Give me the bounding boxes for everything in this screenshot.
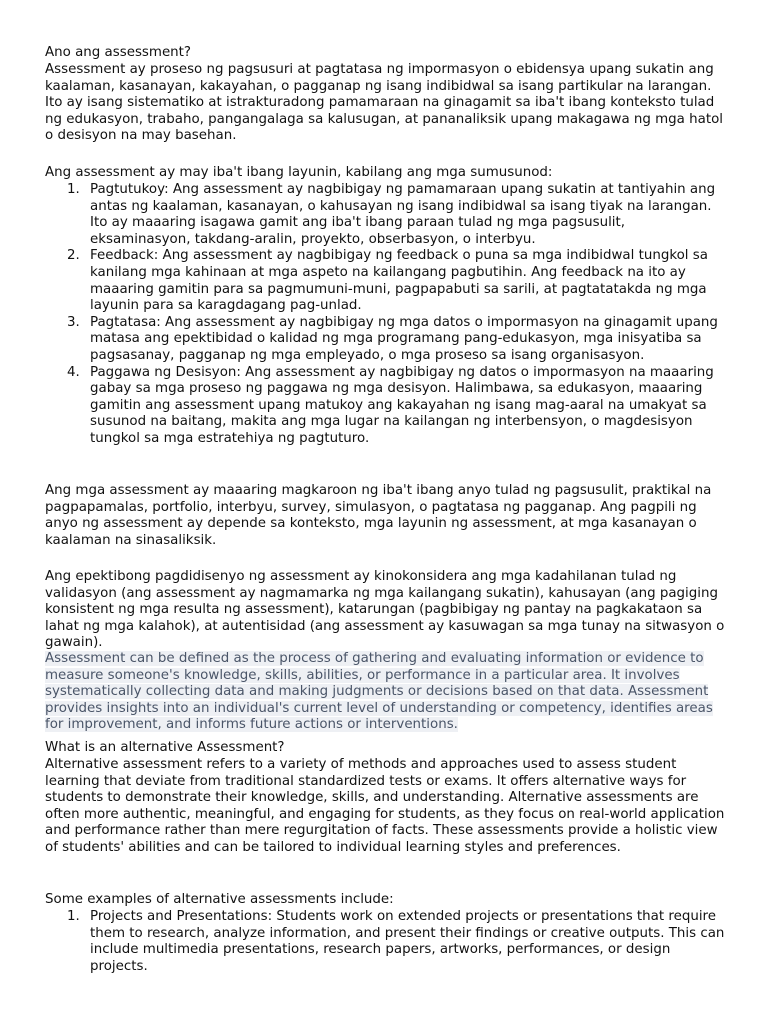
list-item <box>45 315 725 365</box>
examples-list <box>45 909 725 975</box>
layunin-list <box>45 182 725 448</box>
list-number: 1. <box>67 909 80 924</box>
paragraph-layunin-intro: Ang assessment ay may iba't ibang layunin, kabilang ang mga sumusunod: <box>45 165 553 180</box>
list-text: Projects and Presentations: Students work on extended projects or presentations that require them to research, analyze information, and present their findings or creative outputs. This can include multimedia presentations, research papers, artworks, performances, or design projects. <box>90 909 725 974</box>
question-heading-ano: Ano ang assessment? <box>45 45 192 60</box>
list-number: 4. <box>67 364 80 380</box>
list-text: Pagtutukoy: Ang assessment ay nagbibigay ng pamamaraan upang sukatin at tantiyahin ang antas ng kaalaman, kasanayan, o kahusayan ng isang indibidwal sa isang tiyak na larangan. Ito ay maaaring isagawa gamit ang iba't ibang paraan tulad ng mga pagsusulit, eksaminasyon, takdang-aralin, proyekto, obserbasyon, o interbyu. <box>90 182 716 247</box>
paragraph-examples-intro: Some examples of alternative assessments include: <box>45 892 394 907</box>
list-text: Feedback: Ang assessment ay nagbibigay ng feedback o puna sa mga indibidwal tungkol sa kanilang mga kahinaan at mga aspeto na kailangang pagbutihin. Ang feedback na ito ay maaaring gamitin para sa pagmumuni-muni, pagpapabuti sa sarili, at pagtatatakda ng mga layunin para sa karagdagang pag-unlad. <box>90 248 708 314</box>
paragraph-disenyo: Ang epektibong pagdidisenyo ng assessment ay kinokonsidera ang mga kadahilanan tulad ng validasyon (ang assessment ay nagmamarka ng mga kailangang sukatin), kahusayan (ang pagiging konsistent ng mga resulta ng assessment), katarungan (pagbibigay ng pantay na pagkakataon sa lahat ng mga kalahok), at autentisidad (ang assessment ay kasuwagan sa mga tunay na sitwasyon o gawain). <box>45 569 725 651</box>
paragraph-definition-tl: Assessment ay proseso ng pagsusuri at pagtatasa ng impormasyon o ebidensya upang sukatin ang kaalaman, kasanayan, kakayahan, o pagganap ng isang indibidwal sa isang partikular na larangan. Ito ay isang sistematiko at istrakturadong pamamaraan na ginagamit sa iba't ibang konteksto tulad ng edukasyon, trabaho, pangangalaga sa kalusugan, at pananaliksik upang makagawa ng mga hatol o desisyon na may basehan. <box>45 62 724 144</box>
highlighted-paragraph-english <box>45 651 725 734</box>
list-number: 3. <box>67 314 80 330</box>
list-text: Pagtatasa: Ang assessment ay nagbibigay ng mga datos o impormasyon na ginagamit upang matasa ang epektibidad o kalidad ng mga programang pang-edukasyon, mga inisyatiba sa pagsasanay, pagganap ng mga empleyado, o mga proseso sa isang organisasyon. <box>90 314 718 363</box>
paragraph-alternative-definition: Alternative assessment refers to a variety of methods and approaches used to assess student learning that deviate from traditional standardized tests or exams. It offers alternative ways for students to demonstrate their knowledge, skills, and understanding. Alternative assessments are often more authentic, meaningful, and engaging for students, as they focus on real-world application and performance rather than mere regurgitation of facts. These assessments provide a holistic view of students' abilities and can be tailored to individual learning styles and preferences. <box>45 757 725 855</box>
list-item <box>45 365 725 448</box>
list-item <box>45 182 725 248</box>
paragraph-anyo: Ang mga assessment ay maaaring magkaroon ng iba't ibang anyo tulad ng pagsusulit, praktikal na pagpapamalas, portfolio, interbyu, survey, simulasyon, o pagtatasa ng pagganap. Ang pagpili ng anyo ng assessment ay depende sa konteksto, mga layunin ng assessment, at mga kasanayan o kaalaman na sinasaliksik. <box>45 483 712 548</box>
list-number: 1. <box>67 182 80 197</box>
list-text: Paggawa ng Desisyon: Ang assessment ay nagbibigay ng datos o impormasyon na maaaring gabay sa mga proseso ng paggawa ng mga desisyon. Halimbawa, sa edukasyon, maaaring gamitin ang assessment upang matukoy ang kakayahan ng isang mag-aaral na umakyat sa susunod na baitang, makita ang mga lugar na kailangan ng interbensyon, o magdesisyon tungkol sa mga estratehiya ng pagtuturo. <box>90 364 714 446</box>
question-heading-alternative: What is an alternative Assessment? <box>45 740 285 755</box>
list-number: 2. <box>67 248 80 264</box>
list-item <box>45 909 725 975</box>
list-item <box>45 248 725 314</box>
highlight-text: Assessment can be defined as the process of gathering and evaluating information or evidence to measure someone's knowledge, skills, abilities, or performance in a particular area. It involves systematically collecting data and making judgments or decisions based on that data. Assessment provides insights into an individual's current level of understanding or competency, identifies areas for improvement, and informs future actions or interventions. <box>45 651 713 733</box>
